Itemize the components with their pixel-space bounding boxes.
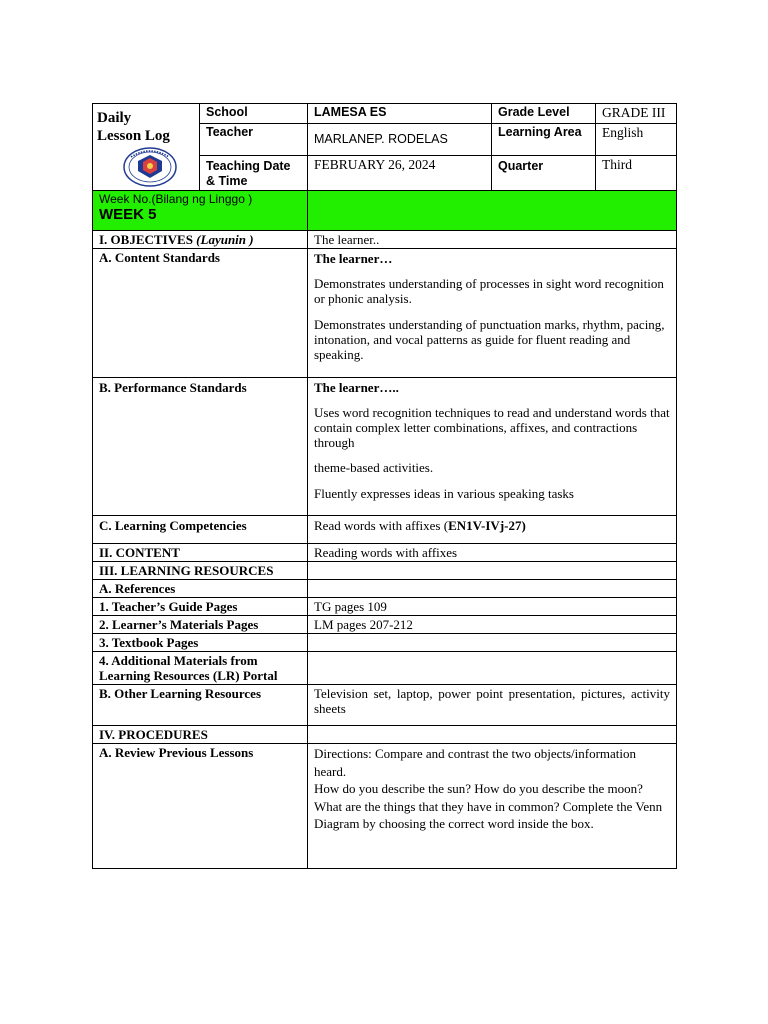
content-standards-heading: The learner…	[314, 251, 393, 266]
competencies-text: Read words with affixes (	[314, 518, 449, 533]
performance-standards-p2: theme-based activities.	[314, 460, 434, 475]
objectives-value: The learner..	[308, 231, 677, 249]
objectives-label-main: I. OBJECTIVES	[99, 232, 197, 247]
review-lessons-value	[308, 744, 677, 869]
week-cell	[93, 191, 308, 231]
learning-resources-value	[308, 562, 677, 580]
performance-standards-p3: Fluently expresses ideas in various speaking tasks	[314, 486, 574, 501]
performance-standards-heading: The learner…..	[314, 380, 399, 395]
objectives-label-italic: (Layunin )	[196, 232, 254, 247]
references-value	[308, 580, 677, 598]
learning-resources-label: III. LEARNING RESOURCES	[93, 562, 308, 580]
learners-materials-value: LM pages 207-212	[308, 616, 677, 634]
teaching-date-label-line-1: Teaching Date	[206, 158, 291, 173]
learners-materials-label: 2. Learner’s Materials Pages	[93, 616, 308, 634]
competencies-label: C. Learning Competencies	[93, 516, 308, 544]
title-line-1: Daily	[97, 110, 132, 126]
review-questions: How do you describe the sun? How do you describe the moon? What are the things that they have in common? Complete the Venn Diagram by choosing the correct word inside the box.	[314, 781, 663, 831]
teacher-name: MARLANEP. RODELAS	[314, 131, 448, 146]
other-resources-value: Television set, laptop, power point presentation, pictures, activity sheets	[308, 685, 677, 726]
teacher-value	[308, 124, 492, 155]
quarter-value: Third	[596, 155, 677, 190]
references-label: A. References	[93, 580, 308, 598]
title-line-2: Lesson Log	[97, 128, 170, 144]
content-label: II. CONTENT	[93, 544, 308, 562]
teaching-date-label	[200, 155, 308, 190]
textbook-pages-label: 3. Textbook Pages	[93, 634, 308, 652]
teachers-guide-value: TG pages 109	[308, 598, 677, 616]
lesson-log-document	[92, 103, 676, 869]
competencies-code: EN1V-IVj-27)	[448, 518, 526, 533]
objectives-label	[93, 231, 308, 249]
learning-area-value: English	[596, 124, 677, 155]
content-standards-p2: Demonstrates understanding of punctuation marks, rhythm, pacing, intonation, and vocal patterns as guide for fluent reading and speaking.	[314, 317, 665, 362]
review-directions: Directions: Compare and contrast the two objects/information heard.	[314, 746, 637, 779]
performance-standards-p1: Uses word recognition techniques to read and understand words that contain complex letter combinations, affixes, and contractions through	[314, 405, 670, 450]
additional-materials-value	[308, 652, 677, 685]
doc-title	[97, 109, 195, 145]
school-label: School	[200, 104, 308, 124]
performance-standards-label: B. Performance Standards	[93, 378, 308, 516]
other-resources-label: B. Other Learning Resources	[93, 685, 308, 726]
teacher-label: Teacher	[200, 124, 308, 155]
review-lessons-label: A. Review Previous Lessons	[93, 744, 308, 869]
content-value: Reading words with affixes	[308, 544, 677, 562]
teaching-date-value: FEBRUARY 26, 2024	[308, 155, 492, 190]
content-standards-p1: Demonstrates understanding of processes in sight word recognition or phonic analysis.	[314, 276, 664, 306]
procedures-label: IV. PROCEDURES	[93, 726, 308, 744]
title-cell	[93, 104, 200, 191]
content-standards-label: A. Content Standards	[93, 249, 308, 378]
school-value: LAMESA ES	[308, 104, 492, 124]
grade-level-label: Grade Level	[492, 104, 596, 124]
textbook-pages-value	[308, 634, 677, 652]
competencies-value	[308, 516, 677, 544]
lesson-log-table	[92, 103, 677, 869]
deped-seal-icon	[123, 147, 195, 190]
teaching-date-label-line-2: & Time	[206, 173, 248, 188]
week-empty-cell	[308, 191, 677, 231]
teachers-guide-label: 1. Teacher’s Guide Pages	[93, 598, 308, 616]
week-value: WEEK 5	[99, 206, 157, 223]
week-label: Week No.(Bilang ng Linggo )	[99, 192, 253, 206]
content-standards-value	[308, 249, 677, 378]
additional-materials-label: 4. Additional Materials from Learning Resources (LR) Portal	[93, 652, 308, 685]
quarter-label: Quarter	[492, 155, 596, 190]
learning-area-label: Learning Area	[492, 124, 596, 155]
grade-level-value: GRADE III	[596, 104, 677, 124]
procedures-value	[308, 726, 677, 744]
performance-standards-value	[308, 378, 677, 516]
